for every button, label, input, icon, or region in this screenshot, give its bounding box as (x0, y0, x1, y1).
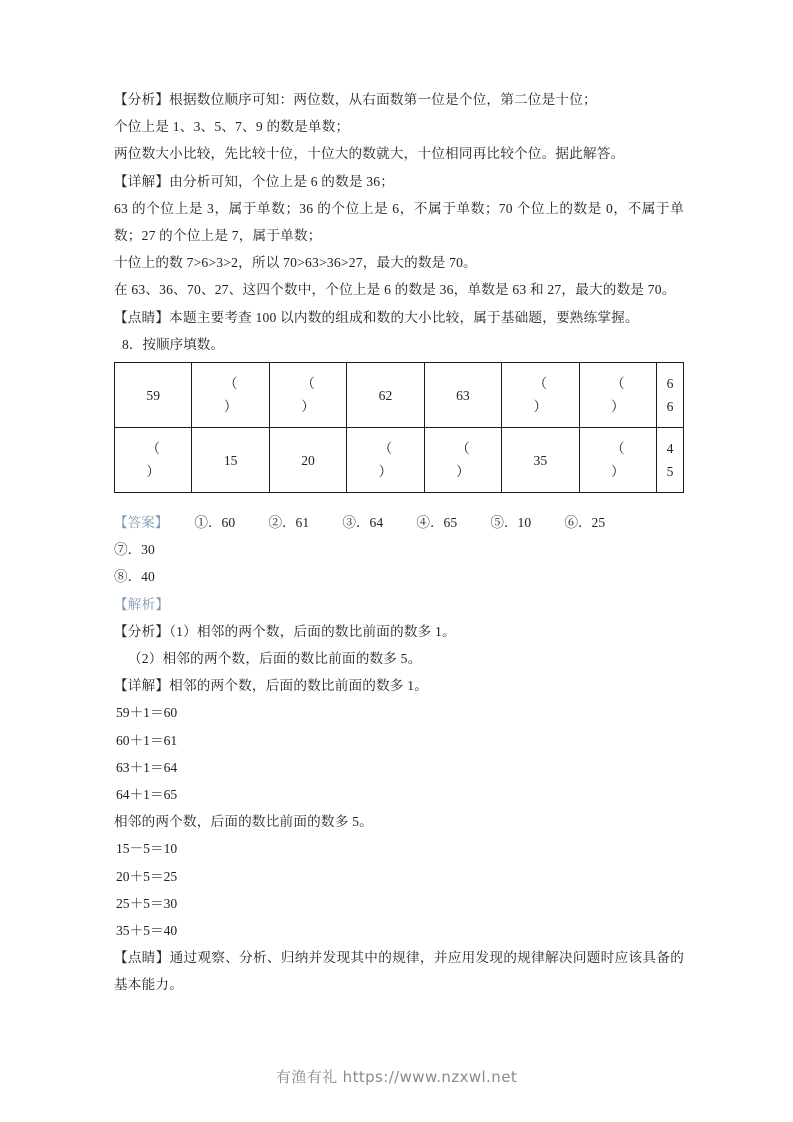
table-cell-r2c6[interactable] (502, 428, 579, 493)
cell-content: （ ） (146, 441, 160, 480)
table-cell-r1c8[interactable] (657, 363, 684, 428)
cell-content: （ ） (456, 441, 470, 480)
table-row (115, 363, 684, 428)
conclusion-paragraph: 【点睛】通过观察、分析、归纳并发现其中的规律，并应用发现的规律解决问题时应该具备的基本能力。 (114, 950, 684, 993)
table-cell-r2c7[interactable] (579, 428, 656, 493)
equation-5: 15－5＝10 (116, 841, 178, 857)
answer-item-3: ③．64 (342, 515, 384, 531)
table-row (115, 428, 684, 493)
key-point-paragraph: 【点睛】本题主要考查 100 以内数的组成和数的大小比较，属于基础题，要熟练掌握。 (114, 309, 639, 325)
cell-content: （ ） (378, 441, 393, 480)
answer-item-6: ⑥．25 (564, 515, 606, 531)
answer-label: 【答案】 (114, 515, 169, 531)
analysis-bottom-3: 【详解】相邻的两个数，后面的数比前面的数多 1。 (114, 678, 429, 694)
equation-2: 60＋1＝61 (116, 732, 178, 748)
question-text: 按顺序填数。 (142, 336, 224, 352)
table-cell-r1c5[interactable] (424, 363, 501, 428)
answer-item-2: ②．61 (268, 515, 310, 531)
cell-content: 4 5 (666, 441, 674, 480)
table-cell-r1c3[interactable] (269, 363, 346, 428)
analysis-bottom-2: （2）相邻的两个数，后面的数比前面的数多 5。 (128, 651, 422, 667)
cell-content: （ ） (301, 376, 315, 415)
detail-paragraph-2: 63 的个位上是 3，属于单数；36 的个位上是 6，不属于单数；70 个位上的数是 0，不属于单数；27 的个位上是 7，属于单数； (114, 200, 684, 244)
number-sequence-table (114, 362, 684, 493)
cell-content: 15 (223, 452, 238, 468)
analysis-label: 【解析】 (114, 596, 170, 612)
document-content (114, 86, 684, 999)
cell-content: 62 (378, 387, 393, 403)
cell-content: 35 (533, 452, 548, 468)
question-heading (114, 331, 684, 358)
equation-8: 35＋5＝40 (116, 923, 178, 939)
cell-content: 59 (146, 387, 160, 403)
table-cell-r2c4[interactable] (347, 428, 424, 493)
table-cell-r1c1[interactable] (115, 363, 192, 428)
cell-content: （ ） (610, 441, 625, 480)
answer-row-wrapped (114, 563, 684, 590)
equation-4: 64＋1＝65 (116, 787, 178, 803)
watermark: 有渔有礼 https://www.nzxwl.net (275, 1068, 518, 1086)
question-number: 8． (122, 336, 143, 352)
table-cell-r1c6[interactable] (502, 363, 579, 428)
table-cell-r2c8[interactable] (657, 428, 684, 493)
detail-paragraph-4: 在 63、36、70、27、这四个数中，个位上是 6 的数是 36，单数是 63 和 27，最大的数是 70。 (114, 282, 676, 298)
equation-3: 63＋1＝64 (116, 759, 178, 775)
table-cell-r1c2[interactable] (192, 363, 269, 428)
answer-item-5: ⑤．10 (490, 515, 532, 531)
answer-row (114, 509, 684, 563)
cell-content: 63 (456, 387, 470, 403)
cell-content: （ ） (533, 376, 548, 415)
equation-7: 25＋5＝30 (116, 895, 178, 911)
cell-content: （ ） (610, 376, 625, 415)
table-cell-r2c2[interactable] (192, 428, 269, 493)
answer-item-8: ⑧．40 (114, 569, 155, 585)
table-cell-r1c7[interactable] (579, 363, 656, 428)
detail-paragraph-1: 【详解】由分析可知，个位上是 6 的数是 36； (114, 173, 395, 189)
equation-6: 20＋5＝25 (116, 868, 178, 884)
analysis-paragraph-2: 个位上是 1、3、5、7、9 的数是单数； (114, 119, 350, 135)
answer-item-1: ①．60 (194, 515, 236, 531)
analysis-paragraph-3: 两位数大小比较，先比较十位，十位大的数就大，十位相同再比较个位。据此解答。 (114, 146, 625, 162)
bridge-paragraph: 相邻的两个数，后面的数比前面的数多 5。 (114, 814, 373, 830)
equation-1: 59＋1＝60 (116, 705, 178, 721)
table-cell-r2c3[interactable] (269, 428, 346, 493)
analysis-paragraph-1: 【分析】根据数位顺序可知：两位数，从右面数第一位是个位，第二位是十位； (114, 92, 597, 107)
detail-paragraph-3: 十位上的数 7>6>3>2，所以 70>63>36>27，最大的数是 70。 (114, 255, 477, 271)
table-cell-r2c1[interactable] (115, 428, 192, 493)
cell-content: （ ） (223, 376, 238, 415)
table-cell-r2c5[interactable] (424, 428, 501, 493)
analysis-bottom-1: 【分析】（1）相邻的两个数，后面的数比前面的数多 1。 (114, 623, 456, 639)
cell-content: 6 6 (666, 376, 674, 415)
answer-item-4: ④．65 (416, 515, 458, 531)
cell-content: 20 (301, 452, 315, 468)
table-cell-r1c4[interactable] (347, 363, 424, 428)
answer-item-7: ⑦．30 (114, 542, 155, 558)
